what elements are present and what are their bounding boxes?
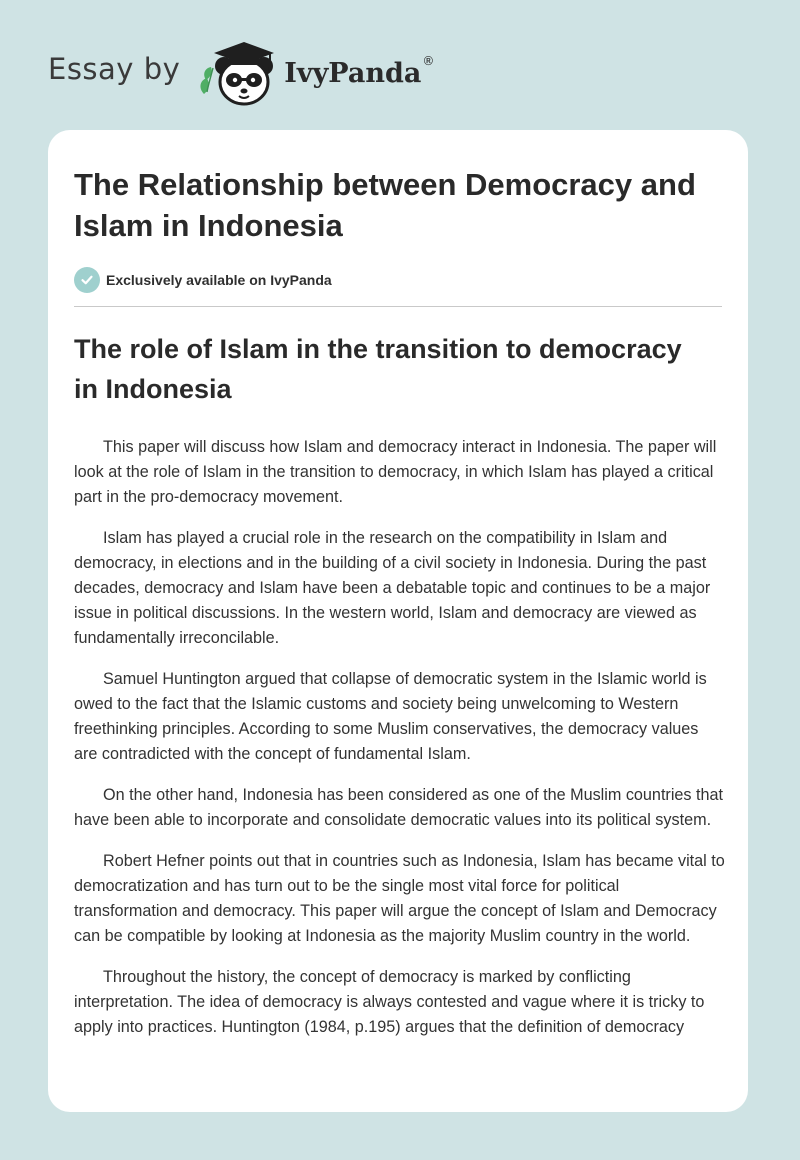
site-header xyxy=(48,36,434,108)
essay-title: The Relationship between Democracy and Islam in Indonesia xyxy=(74,167,696,243)
essay-body xyxy=(74,435,725,1040)
exclusive-badge xyxy=(74,266,722,294)
paragraph: Throughout the history, the concept of democracy is marked by conflicting interpretation. The idea of democracy is always contested and vague where it is tricky to apply into practices. Huntington (1984, p.195) argues that the definition of democracy xyxy=(74,968,705,1036)
divider xyxy=(74,306,722,307)
paragraph: This paper will discuss how Islam and democracy interact in Indonesia. The paper will look at the role of Islam in the transition to democracy, in which Islam has played a critical part in the pro-democracy movement. xyxy=(74,438,717,506)
essay-by-label: Essay by xyxy=(48,52,181,86)
paragraph: Islam has played a crucial role in the research on the compatibility in Islam and democracy, in elections and in the building of a civil society in Indonesia. During the past decades, democracy and Islam have been a debatable topic and continues to be a major issue in political discussions. In the western world, Islam and democracy are viewed as fundamentally irreconcilable. xyxy=(74,529,711,647)
badge-text: Exclusively available on IvyPanda xyxy=(106,272,332,288)
section-heading: The role of Islam in the transition to democracy in Indonesia xyxy=(74,334,682,404)
paragraph: Samuel Huntington argued that collapse of democratic system in the Islamic world is owed to the fact that the Islamic customs and society being unwelcoming to Western freethinking principles. According to some Muslim conservatives, the democracy values are contradicted with the concept of fundamental Islam. xyxy=(74,670,707,763)
paragraph: On the other hand, Indonesia has been considered as one of the Muslim countries that have been able to incorporate and consolidate democratic values into its political system. xyxy=(74,786,724,829)
panda-graduate-logo-icon[interactable] xyxy=(194,36,282,108)
essay-card xyxy=(48,130,748,1112)
paragraph: Robert Hefner points out that in countries such as Indonesia, Islam has became vital to democratization and has turn out to be the single most vital force for political transformation and democracy. This paper will argue the concept of Islam and Democracy can be compatible by looking at Indonesia as the majority Muslim country in the world. xyxy=(74,852,725,945)
registered-mark: ® xyxy=(422,54,435,68)
brand-name[interactable]: IvyPanda xyxy=(284,57,422,89)
check-circle-icon xyxy=(74,267,100,293)
